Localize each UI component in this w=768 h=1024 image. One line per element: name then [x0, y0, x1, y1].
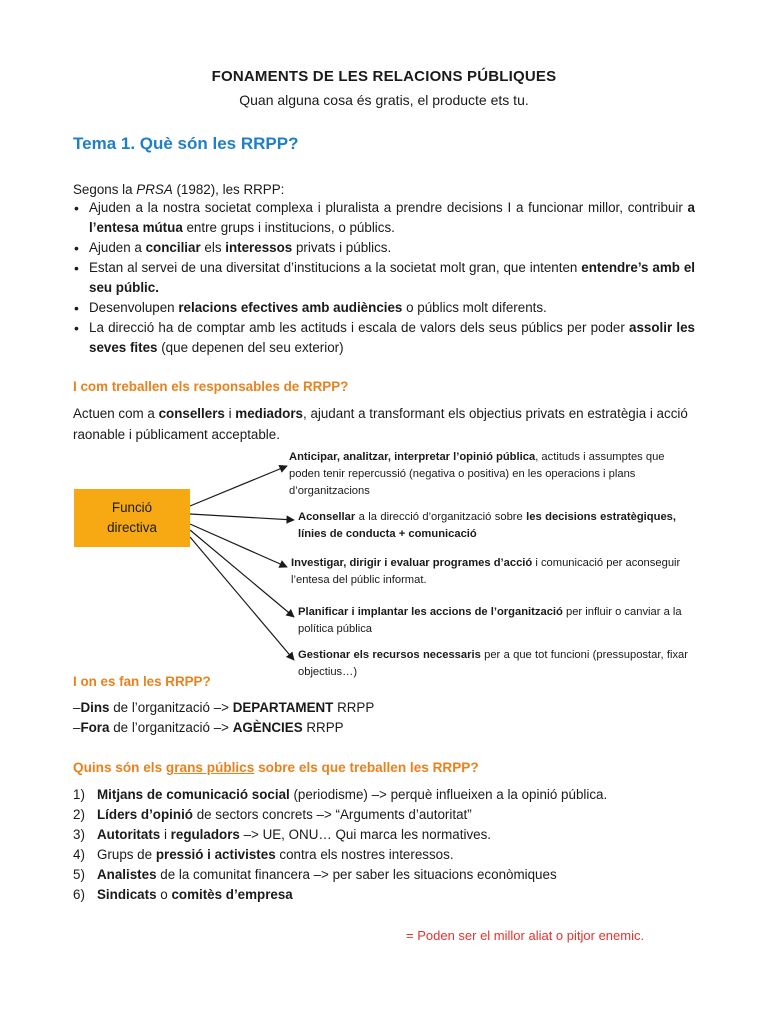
arrow-to-anticipar — [190, 466, 287, 506]
list-item: • Ajuden a conciliar els interessos privats i públics. — [73, 238, 695, 258]
document-title: FONAMENTS DE LES RELACIONS PÚBLIQUES — [211, 68, 557, 85]
document-subtitle: Quan alguna cosa és gratis, el producte ets tu. — [239, 92, 529, 108]
list-item: 1) Mitjans de comunicació social (periodisme) –> perquè influeixen a la opinió pública. — [73, 787, 608, 802]
list-item: 5) Analistes de la comunitat financera –> per saber les situacions econòmiques — [73, 867, 557, 882]
intro-line: Segons la PRSA (1982), les RRPP: — [73, 182, 285, 197]
ally-enemy-note: = Poden ser el millor aliat o pitjor enemic. — [406, 928, 645, 943]
subheading-how: I com treballen els responsables de RRPP? — [73, 379, 349, 394]
arrow-to-gestionar — [190, 537, 294, 660]
publics-list — [73, 785, 607, 905]
list-item: 4) Grups de pressió i activistes contra els nostres interessos. — [73, 847, 454, 862]
subheading-publics: Quins són els grans públics sobre els que treballen les RRPP? — [73, 760, 479, 775]
function-aconsellar: Aconsellar a la direcció d’organització sobre les decisions estratègiques, línies de conducta + comunicació — [298, 511, 676, 540]
list-item: • Estan al servei de una diversitat d’institucions a la societat molt gran, que intenten entendre’s amb el seu públic. — [73, 258, 695, 298]
function-anticipar: Anticipar, analitzar, interpretar l’opinió pública, actituds i assumptes que poden tenir repercussió (negativa o positiva) en les operacions i plans d’organitzacions — [289, 451, 665, 497]
list-item: 2) Líders d’opinió de sectors concrets –> “Arguments d’autoritat” — [73, 807, 472, 822]
list-item: 6) Sindicats o comitès d’empresa — [73, 887, 293, 902]
function-planificar: Planificar i implantar les accions de l’organització per influir o canviar a la política pública — [298, 606, 682, 635]
function-investigar: Investigar, dirigir i evaluar programes d’acció i comunicació per aconseguir l’entesa del públic informat. — [291, 557, 681, 586]
where-line-fora: –Fora de l’organització –> AGÈNCIES RRPP — [73, 720, 344, 735]
section-heading-tema1: Tema 1. Què són les RRPP? — [73, 134, 299, 153]
list-item: • La direcció ha de comptar amb les actituds i escala de valors dels seus públics per poder assolir les seves fites (que depenen del seu exterior) — [73, 318, 695, 358]
function-gestionar: Gestionar els recursos necessaris per a que tot funcioni (pressupostar, fixar objectius…) — [298, 649, 688, 678]
subheading-where: I on es fan les RRPP? — [73, 674, 211, 689]
how-paragraph: Actuen com a consellers i mediadors, ajudant a transformant els objectius privats en estratègia i acció raonable i públicament acceptable. — [73, 406, 688, 442]
funcio-directiva-box: Funció directiva — [74, 489, 190, 547]
arrow-to-aconsellar — [190, 514, 294, 520]
list-item: • Ajuden a la nostra societat complexa i pluralista a prendre decisions I a funcionar millor, contribuir a l’entesa mútua entre grups i institucions, o públics. — [73, 198, 695, 238]
where-line-dins: –Dins de l’organització –> DEPARTAMENT RRPP — [73, 700, 375, 715]
arrow-to-investigar — [190, 524, 287, 567]
list-item: 3) Autoritats i reguladors –> UE, ONU… Qui marca les normatives. — [73, 827, 492, 842]
list-item: • Desenvolupen relacions efectives amb audiències o públics molt diferents. — [73, 298, 695, 318]
arrow-to-planificar — [190, 530, 294, 617]
